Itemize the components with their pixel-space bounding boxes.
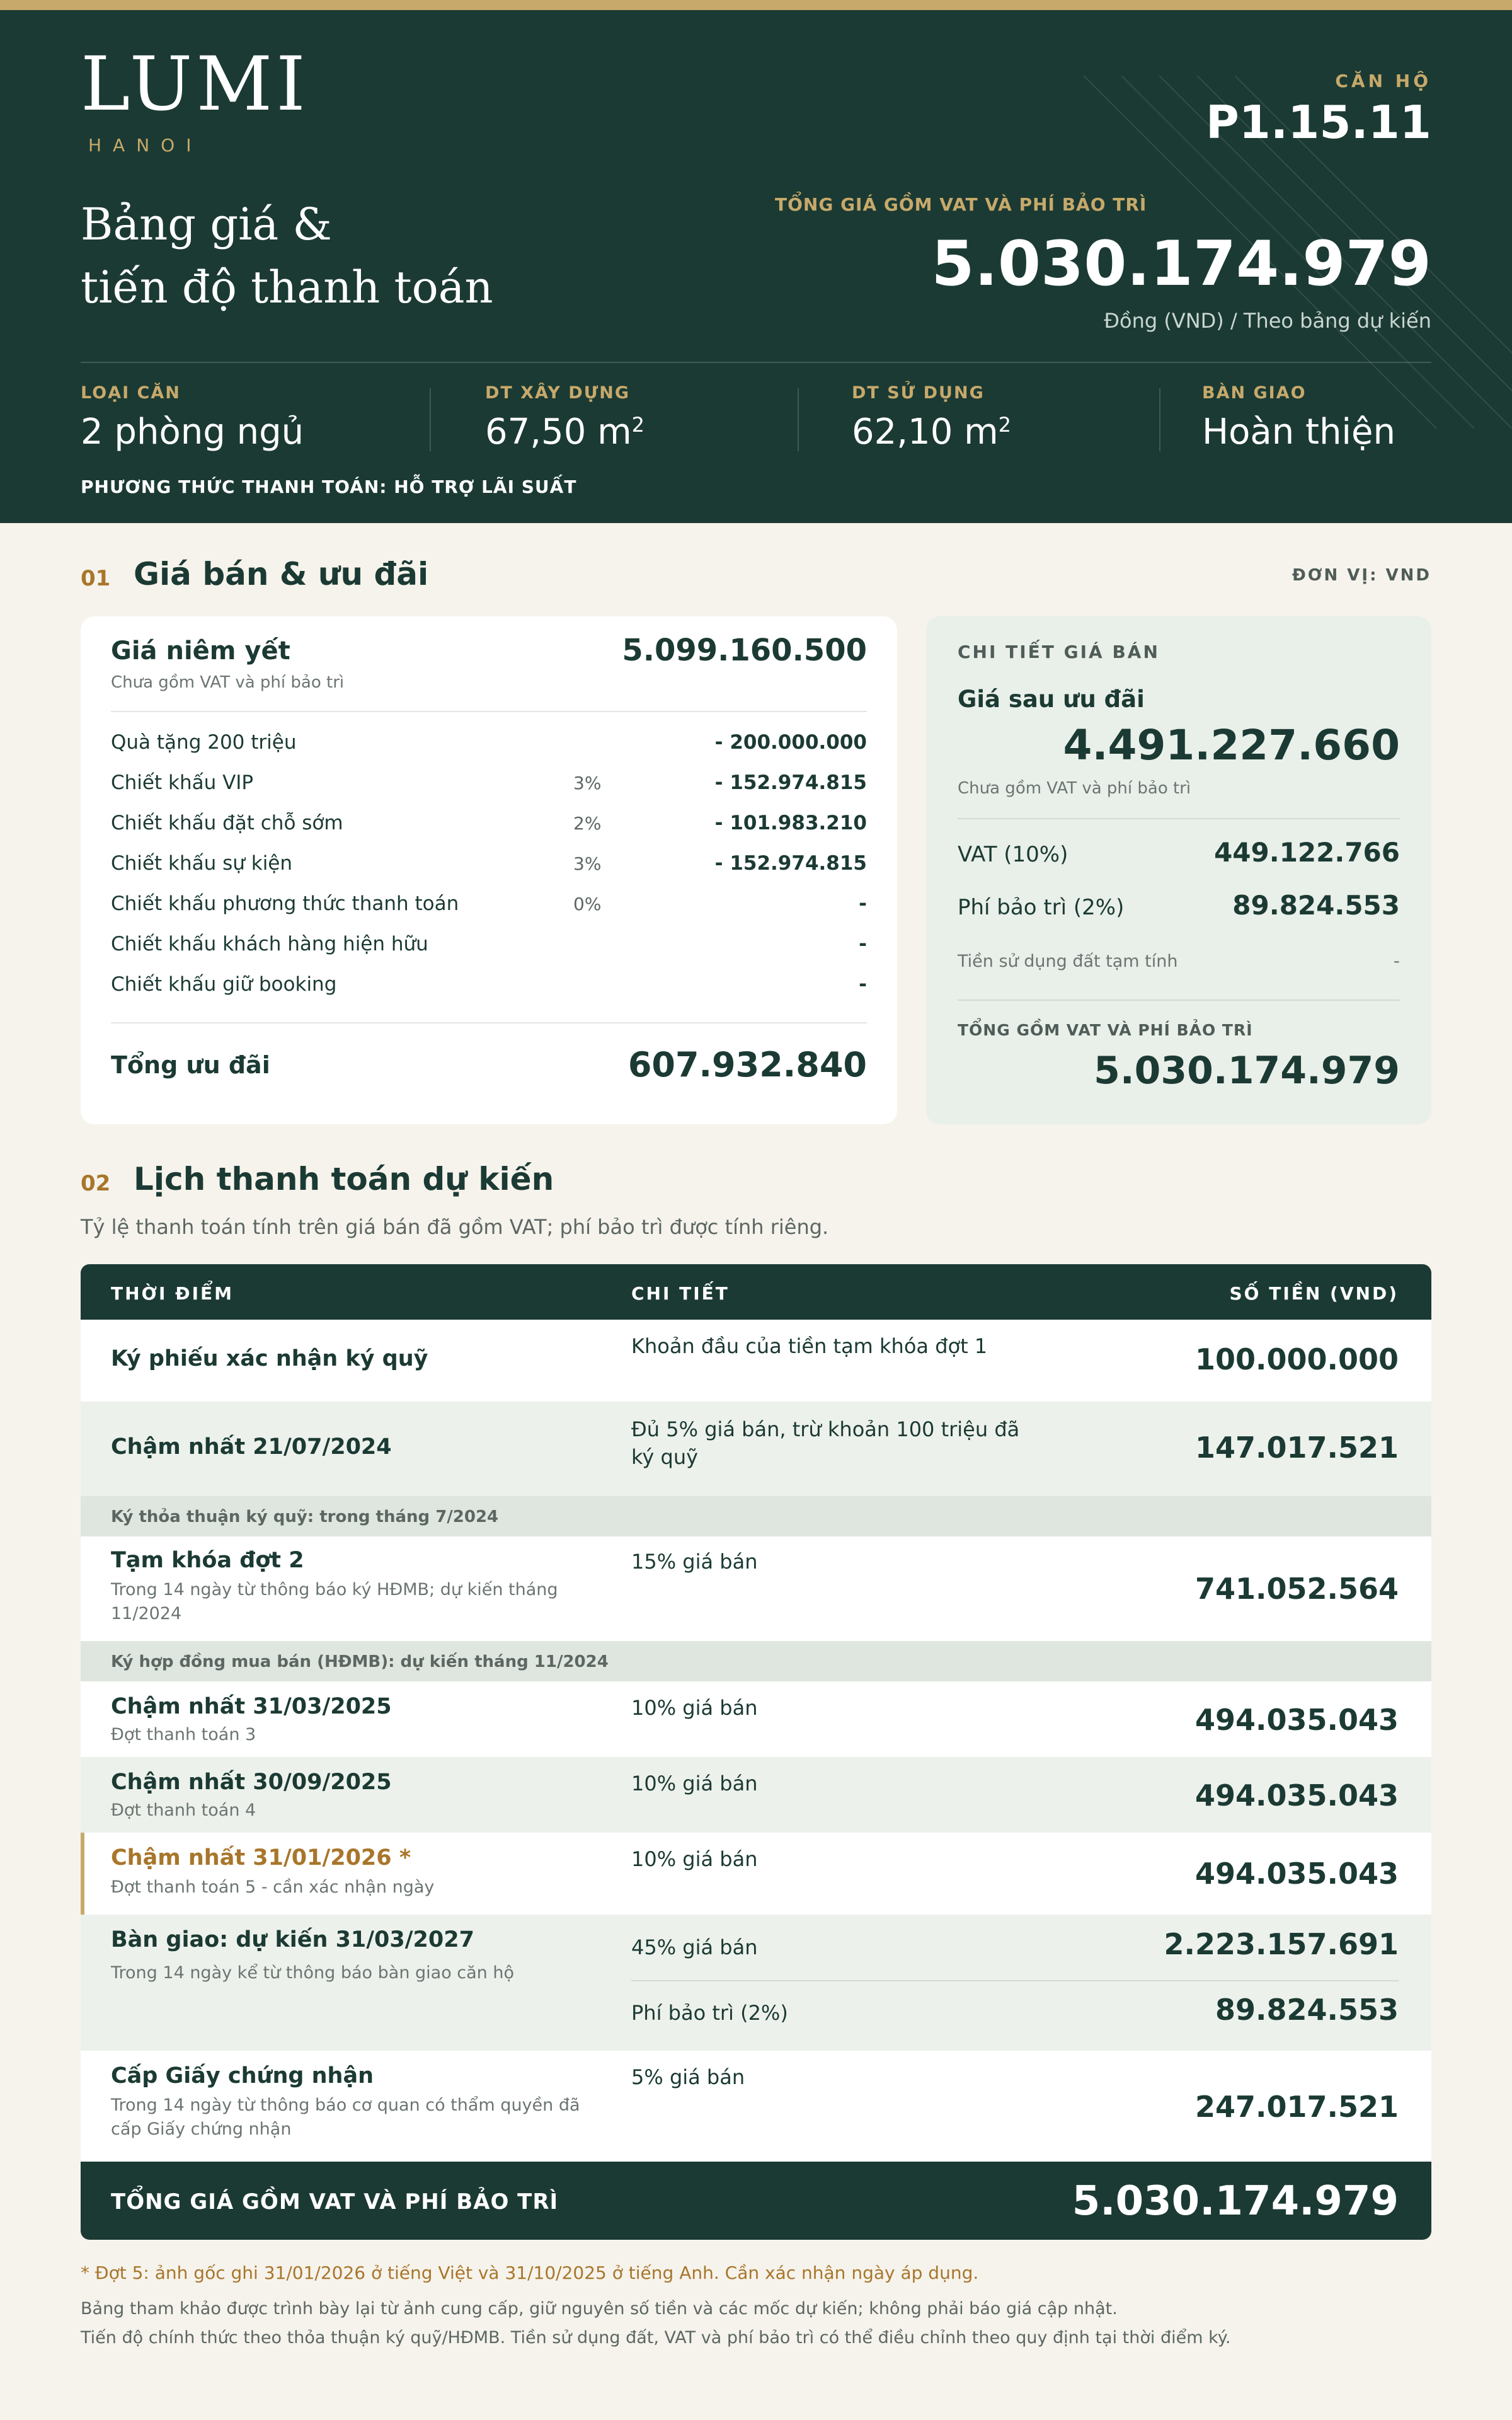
- price-detail-card: [926, 616, 1431, 1124]
- row-amount: 147.017.521: [1194, 1431, 1399, 1465]
- discount-value: - 200.000.000: [714, 731, 867, 754]
- spec-value: 67,50 $m^2$: [485, 412, 645, 452]
- row-milestone: Ký phiếu xác nhận ký quỹ: [111, 1346, 428, 1371]
- discount-row: [111, 844, 867, 885]
- row-milestone: Chậm nhất 31/01/2026 *: [111, 1845, 411, 1870]
- milestone-note: Ký hợp đồng mua bán (HĐMB): dự kiến tháng 11/2024: [111, 1652, 609, 1671]
- header-banner: [0, 0, 1512, 523]
- vat-value: 449.122.766: [1214, 837, 1400, 868]
- section-title: Lịch thanh toán dự kiến: [134, 1161, 554, 1197]
- schedule-table-header: [81, 1264, 1431, 1320]
- discount-row: [111, 723, 867, 764]
- divider: [111, 1022, 867, 1023]
- detail-total-label: TỔNG GỒM VAT VÀ PHÍ BẢO TRÌ: [958, 1021, 1253, 1039]
- discount-value: -: [859, 973, 867, 996]
- discount-label: Chiết khấu đặt chỗ sớm: [111, 812, 343, 834]
- row-detail: 10% giá bán: [631, 1696, 758, 1720]
- discount-value: -: [859, 892, 867, 915]
- divider: [958, 818, 1400, 819]
- unit-label: CĂN HỘ: [1335, 71, 1431, 91]
- row-detail: 45% giá bán: [631, 1935, 758, 1959]
- column-header-time: THỜI ĐIỂM: [111, 1283, 234, 1304]
- price-after-discount-label: Giá sau ưu đãi: [958, 686, 1145, 713]
- discount-label: Chiết khấu sự kiện: [111, 852, 293, 875]
- row-amount: 494.035.043: [1194, 1778, 1399, 1812]
- section-number: 02: [81, 1171, 111, 1196]
- land-use-fee-label: Tiền sử dụng đất tạm tính: [958, 952, 1178, 971]
- row-amount: 494.035.043: [1194, 1703, 1399, 1737]
- discount-label: Chiết khấu khách hàng hiện hữu: [111, 933, 428, 955]
- schedule-total-label: TỔNG GIÁ GỒM VAT VÀ PHÍ BẢO TRÌ: [111, 2189, 559, 2215]
- list-price-note: Chưa gồm VAT và phí bảo trì: [111, 673, 345, 692]
- row-milestone: Chậm nhất 21/07/2024: [111, 1434, 392, 1460]
- discount-label: Chiết khấu VIP: [111, 771, 254, 794]
- discount-label: Quà tặng 200 triệu: [111, 731, 297, 754]
- table-row: [81, 1681, 1431, 1757]
- price-after-discount-note: Chưa gồm VAT và phí bảo trì: [958, 779, 1191, 798]
- discount-label: Chiết khấu phương thức thanh toán: [111, 892, 459, 915]
- row-milestone: Cấp Giấy chứng nhận: [111, 2063, 374, 2089]
- footnote-reference: Bảng tham khảo được trình bày lại từ ảnh cung cấp, giữ nguyên số tiền và các mốc dự kiến; không phải báo giá cập nhật.: [81, 2299, 1118, 2319]
- brand-city: HANOI: [88, 135, 203, 156]
- spec-separator: [1159, 388, 1160, 451]
- vat-label: VAT (10%): [958, 842, 1068, 867]
- row-milestone: Chậm nhất 30/09/2025: [111, 1770, 392, 1795]
- total-discount-value: 607.932.840: [627, 1045, 867, 1085]
- spec-built-area: [485, 383, 644, 452]
- footnote-official: Tiến độ chính thức theo thỏa thuận ký quỹ/HĐMB. Tiền sử dụng đất, VAT và phí bảo trì có thể điều chỉnh theo quy định tại thời điểm ký.: [81, 2328, 1231, 2348]
- divider: [958, 1000, 1400, 1001]
- spec-label: DT SỬ DỤNG: [852, 383, 985, 403]
- discount-percent: 2%: [573, 813, 602, 834]
- table-row-split: [81, 1915, 1431, 2051]
- row-detail: 15% giá bán: [631, 1550, 758, 1574]
- footnote-asterisk: * Đợt 5: ảnh gốc ghi 31/01/2026 ở tiếng Việt và 31/10/2025 ở tiếng Anh. Cần xác nhận ngày áp dụng.: [81, 2262, 979, 2283]
- row-milestone-note: Trong 14 ngày kể từ thông báo bàn giao căn hộ: [111, 1963, 515, 1983]
- maintenance-fee-value: 89.824.553: [1232, 890, 1400, 921]
- discount-row: [111, 925, 867, 965]
- unit-code: P1.15.11: [1206, 96, 1431, 149]
- price-discount-card: [81, 616, 897, 1124]
- detail-total-value: 5.030.174.979: [1094, 1049, 1400, 1093]
- row-amount: 100.000.000: [1194, 1342, 1399, 1376]
- maintenance-fee-label: Phí bảo trì (2%): [958, 895, 1125, 920]
- detail-card-label: CHI TIẾT GIÁ BÁN: [958, 642, 1160, 662]
- discount-label: Chiết khấu giữ booking: [111, 973, 337, 996]
- row-detail: 5% giá bán: [631, 2065, 745, 2089]
- section-title: Giá bán & ưu đãi: [134, 556, 429, 592]
- row-detail: Khoản đầu của tiền tạm khóa đợt 1: [631, 1334, 988, 1358]
- table-row: [81, 2051, 1431, 2162]
- currency-unit-note: ĐƠN VỊ: VND: [1292, 566, 1431, 585]
- discount-percent: 3%: [573, 853, 602, 874]
- milestone-note: Ký thỏa thuận ký quỹ: trong tháng 7/2024: [111, 1507, 499, 1526]
- table-row: [81, 1536, 1431, 1641]
- row-milestone: Bàn giao: dự kiến 31/03/2027: [111, 1927, 474, 1952]
- spec-value: Hoàn thiện: [1202, 412, 1395, 452]
- row-detail: Đủ 5% giá bán, trừ khoản 100 triệu đã ký quỹ: [631, 1417, 1020, 1469]
- spec-label: DT XÂY DỰNG: [485, 383, 631, 403]
- row-milestone-note: Trong 14 ngày từ thông báo cơ quan có thẩm quyền đã cấp Giấy chứng nhận: [111, 2095, 580, 2139]
- row-detail: 10% giá bán: [631, 1772, 758, 1795]
- highlight-accent: [81, 1833, 84, 1915]
- divider: [631, 1980, 1399, 1981]
- discount-row: [111, 764, 867, 804]
- specs-divider: [81, 362, 1431, 363]
- section-number: 01: [81, 566, 111, 591]
- row-milestone-note: Trong 14 ngày từ thông báo ký HĐMB; dự kiến tháng 11/2024: [111, 1580, 558, 1623]
- spec-value: 62,10 $m^2$: [852, 412, 1012, 452]
- spec-separator: [798, 388, 799, 451]
- brand-logo: LUMI: [81, 40, 309, 127]
- payment-method: PHƯƠNG THỨC THANH TOÁN: HỖ TRỢ LÃI SUẤT: [81, 476, 577, 497]
- spec-label: LOẠI CĂN: [81, 383, 181, 403]
- discount-value: - 152.974.815: [714, 852, 867, 875]
- spec-usable-area: [852, 383, 1011, 452]
- row-amount-fee: 89.824.553: [1215, 1993, 1399, 2027]
- table-row-highlighted: [81, 1833, 1431, 1915]
- list-price-value: 5.099.160.500: [622, 633, 867, 668]
- schedule-total-value: 5.030.174.979: [1072, 2178, 1399, 2225]
- divider: [111, 711, 867, 712]
- row-milestone-note: Đợt thanh toán 3: [111, 1725, 256, 1744]
- section-subtitle: Tỷ lệ thanh toán tính trên giá bán đã gồm VAT; phí bảo trì được tính riêng.: [81, 1215, 829, 1239]
- discount-value: - 152.974.815: [714, 771, 867, 794]
- row-milestone-note: Đợt thanh toán 5 - cần xác nhận ngày: [111, 1877, 435, 1897]
- milestone-note-row: [81, 1496, 1431, 1536]
- spec-handover: [1202, 383, 1395, 452]
- discount-percent: 0%: [573, 894, 602, 914]
- spec-unit-type: [81, 383, 304, 452]
- table-row: [81, 1402, 1431, 1496]
- table-row: [81, 1757, 1431, 1833]
- row-detail-fee: Phí bảo trì (2%): [631, 2001, 788, 2025]
- row-amount: 741.052.564: [1194, 1572, 1399, 1606]
- schedule-total-row: [81, 2162, 1431, 2240]
- column-header-detail: CHI TIẾT: [631, 1283, 730, 1304]
- header-total-value: 5.030.174.979: [931, 228, 1431, 300]
- row-amount: 2.223.157.691: [1164, 1927, 1399, 1961]
- page-title: [81, 193, 493, 319]
- row-detail: 10% giá bán: [631, 1847, 758, 1871]
- discount-row: [111, 965, 867, 1006]
- discount-row: [111, 885, 867, 925]
- gold-top-bar: [0, 0, 1512, 10]
- discount-row: [111, 804, 867, 844]
- column-header-amount: SỐ TIỀN (VND): [1229, 1283, 1399, 1304]
- row-milestone-note: Đợt thanh toán 4: [111, 1801, 256, 1820]
- discount-value: - 101.983.210: [714, 812, 867, 834]
- spec-value: 2 phòng ngủ: [81, 412, 304, 452]
- land-use-fee-value: -: [1393, 950, 1400, 971]
- row-milestone: Tạm khóa đợt 2: [111, 1548, 304, 1573]
- price-after-discount-value: 4.491.227.660: [1063, 721, 1400, 769]
- milestone-note-row: [81, 1641, 1431, 1681]
- title-line-2: tiến độ thanh toán: [81, 262, 493, 313]
- list-price-label: Giá niêm yết: [111, 637, 290, 666]
- total-discount-label: Tổng ưu đãi: [111, 1051, 270, 1079]
- discount-value: -: [859, 933, 867, 955]
- row-amount: 247.017.521: [1194, 2090, 1399, 2124]
- spec-separator: [430, 388, 431, 451]
- row-amount: 494.035.043: [1194, 1857, 1399, 1891]
- spec-label: BÀN GIAO: [1202, 383, 1307, 403]
- table-row: [81, 1320, 1431, 1402]
- title-line-1: Bảng giá &: [81, 199, 332, 250]
- row-milestone: Chậm nhất 31/03/2025: [111, 1694, 392, 1719]
- header-total-label: TỔNG GIÁ GỒM VAT VÀ PHÍ BẢO TRÌ: [775, 194, 1147, 215]
- header-total-note: Đồng (VND) / Theo bảng dự kiến: [1104, 309, 1431, 333]
- discount-percent: 3%: [573, 773, 602, 793]
